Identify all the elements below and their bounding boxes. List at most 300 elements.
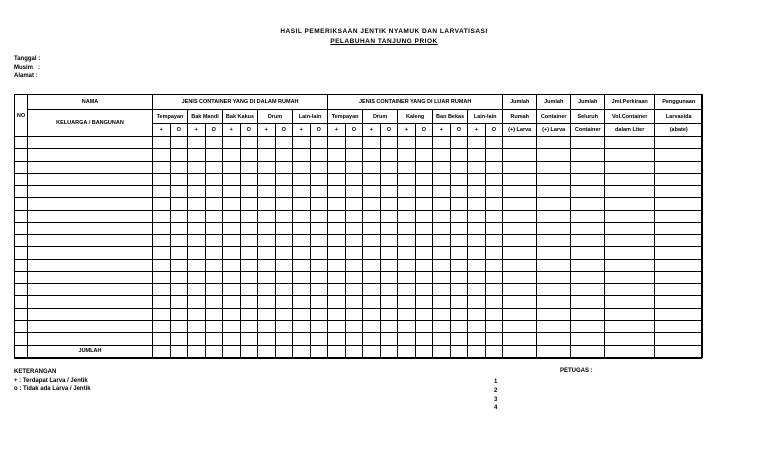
table-cell [28, 320, 153, 332]
table-cell [328, 320, 346, 332]
table-cell [223, 210, 241, 222]
table-cell [205, 198, 223, 210]
table-cell [153, 259, 171, 271]
table-cell [503, 210, 537, 222]
dalam-type-header: Bak Mandi [188, 110, 223, 124]
table-cell [537, 296, 571, 308]
table-cell [537, 210, 571, 222]
table-cell [415, 161, 433, 173]
table-cell [503, 222, 537, 234]
plus-header: + [328, 124, 346, 137]
table-cell [398, 320, 416, 332]
table-cell [15, 333, 28, 345]
table-cell [571, 222, 605, 234]
table-cell [485, 173, 503, 185]
table-cell [328, 235, 346, 247]
table-cell [433, 259, 451, 271]
extra-col-header: Larvasida [655, 110, 703, 124]
table-cell [398, 210, 416, 222]
table-cell [380, 186, 398, 198]
table-cell [345, 210, 363, 222]
table-cell [380, 345, 398, 357]
table-cell [433, 308, 451, 320]
table-cell [310, 235, 328, 247]
table-cell [275, 284, 293, 296]
extra-col-header: Vol.Container [605, 110, 655, 124]
table-cell [240, 271, 258, 283]
table-cell [363, 173, 381, 185]
luar-type-header: Kaleng [398, 110, 433, 124]
table-cell [15, 161, 28, 173]
table-cell [223, 259, 241, 271]
table-cell [503, 137, 537, 149]
table-cell [170, 137, 188, 149]
table-cell [537, 198, 571, 210]
table-cell [415, 259, 433, 271]
table-cell [310, 271, 328, 283]
table-cell [655, 247, 703, 259]
table-cell [258, 210, 276, 222]
table-cell [503, 308, 537, 320]
col-no-header: NO [15, 95, 28, 137]
table-cell [153, 284, 171, 296]
table-cell [188, 320, 206, 332]
luar-type-header: Drum [363, 110, 398, 124]
table-cell [15, 198, 28, 210]
table-cell [293, 345, 311, 357]
table-cell [153, 173, 171, 185]
plus-header: + [223, 124, 241, 137]
table-cell [15, 259, 28, 271]
table-row [15, 161, 703, 173]
table-cell [205, 210, 223, 222]
table-cell [240, 149, 258, 161]
table-cell [398, 149, 416, 161]
table-cell [468, 333, 486, 345]
table-cell [485, 210, 503, 222]
table-cell [28, 210, 153, 222]
table-cell [363, 333, 381, 345]
table-cell [433, 235, 451, 247]
table-cell [293, 247, 311, 259]
table-cell [468, 308, 486, 320]
table-cell [503, 198, 537, 210]
table-cell [485, 149, 503, 161]
table-cell [275, 345, 293, 357]
table-cell [605, 198, 655, 210]
table-cell [205, 308, 223, 320]
table-cell [468, 210, 486, 222]
table-cell [170, 247, 188, 259]
table-cell [571, 320, 605, 332]
table-cell [15, 186, 28, 198]
table-cell [328, 271, 346, 283]
plus-header: + [258, 124, 276, 137]
table-cell [485, 198, 503, 210]
table-cell [380, 296, 398, 308]
table-cell [188, 271, 206, 283]
table-cell [188, 333, 206, 345]
plus-header: + [398, 124, 416, 137]
table-cell [310, 222, 328, 234]
table-cell [275, 235, 293, 247]
table-cell [328, 198, 346, 210]
table-cell [398, 271, 416, 283]
table-cell [605, 345, 655, 357]
table-cell [153, 333, 171, 345]
table-cell [205, 247, 223, 259]
table-cell [205, 161, 223, 173]
table-cell [188, 345, 206, 357]
table-cell [293, 308, 311, 320]
table-cell [275, 137, 293, 149]
table-cell [188, 210, 206, 222]
table-cell [223, 235, 241, 247]
meta-musim: Musim : [14, 64, 41, 71]
table-cell [380, 333, 398, 345]
table-cell [188, 222, 206, 234]
table-cell [571, 284, 605, 296]
table-cell [605, 308, 655, 320]
table-cell [415, 210, 433, 222]
table-cell [415, 137, 433, 149]
table-cell [380, 320, 398, 332]
table-cell [503, 235, 537, 247]
table-cell [205, 333, 223, 345]
table-cell [605, 333, 655, 345]
petugas-numbers [494, 378, 497, 413]
table-cell [275, 247, 293, 259]
table-cell [537, 320, 571, 332]
table-cell [328, 137, 346, 149]
table-cell [398, 284, 416, 296]
table-cell [205, 259, 223, 271]
zero-header: O [485, 124, 503, 137]
document-title: HASIL PEMERIKSAAN JENTIK NYAMUK DAN LARVATISASI [280, 28, 488, 35]
total-row [15, 345, 703, 357]
table-cell [275, 198, 293, 210]
table-cell [258, 186, 276, 198]
table-cell [170, 271, 188, 283]
table-cell [258, 259, 276, 271]
table-cell [328, 284, 346, 296]
table-cell [28, 271, 153, 283]
luar-type-header: Ban Bekas [433, 110, 468, 124]
table-cell [398, 222, 416, 234]
table-row [15, 320, 703, 332]
petugas-number: 3 [494, 396, 498, 403]
table-cell [345, 173, 363, 185]
table-cell [328, 173, 346, 185]
table-cell [433, 333, 451, 345]
table-cell [28, 308, 153, 320]
col-nama-subheader: KELUARGA / BANGUNAN [28, 110, 153, 137]
table-cell [655, 345, 703, 357]
table-cell [170, 284, 188, 296]
table-cell [655, 296, 703, 308]
table-cell [363, 345, 381, 357]
table-cell [223, 198, 241, 210]
table-cell [503, 333, 537, 345]
plus-header: + [188, 124, 206, 137]
extra-col-header: Jml.Perkiraan [605, 95, 655, 110]
luar-type-header: Lain-lain [468, 110, 503, 124]
table-row [15, 271, 703, 283]
table-cell [450, 161, 468, 173]
table-cell [310, 173, 328, 185]
table-cell [28, 222, 153, 234]
table-cell [170, 186, 188, 198]
table-cell [415, 186, 433, 198]
table-cell [275, 222, 293, 234]
table-cell [450, 198, 468, 210]
table-cell [188, 137, 206, 149]
table-cell [293, 173, 311, 185]
table-cell [223, 333, 241, 345]
table-cell [571, 235, 605, 247]
notes-heading: KETERANGAN [14, 369, 57, 375]
table-cell [571, 173, 605, 185]
table-cell [293, 198, 311, 210]
table-cell [537, 235, 571, 247]
table-cell [15, 235, 28, 247]
table-cell [28, 284, 153, 296]
plus-header: + [433, 124, 451, 137]
table-cell [170, 345, 188, 357]
luar-type-header: Tempayan [328, 110, 363, 124]
table-cell [223, 247, 241, 259]
table-cell [153, 198, 171, 210]
table-cell [328, 222, 346, 234]
table-cell [188, 284, 206, 296]
petugas-number: 2 [494, 387, 498, 394]
table-cell [537, 186, 571, 198]
table-cell [503, 284, 537, 296]
table-row [15, 149, 703, 161]
table-row [15, 186, 703, 198]
table-cell [468, 161, 486, 173]
table-cell [205, 296, 223, 308]
table-cell [310, 308, 328, 320]
dalam-type-header: Drum [258, 110, 293, 124]
table-cell [433, 149, 451, 161]
table-cell [258, 345, 276, 357]
table-cell [571, 186, 605, 198]
table-cell [275, 173, 293, 185]
table-cell [450, 284, 468, 296]
document-subtitle: PELABUHAN TANJUNG PRIOK [330, 38, 438, 45]
table-cell [345, 198, 363, 210]
zero-header: O [205, 124, 223, 137]
inspection-table [14, 94, 703, 358]
group-dalam-header: JENIS CONTAINER YANG DI DALAM RUMAH [153, 95, 328, 110]
table-cell [571, 333, 605, 345]
table-cell [450, 149, 468, 161]
table-cell [15, 210, 28, 222]
table-cell [503, 173, 537, 185]
table-cell [153, 210, 171, 222]
table-cell [328, 296, 346, 308]
table-cell [433, 173, 451, 185]
table-cell [571, 137, 605, 149]
table-cell [537, 222, 571, 234]
table-cell [188, 161, 206, 173]
zero-header: O [380, 124, 398, 137]
table-cell [398, 308, 416, 320]
table-cell [153, 247, 171, 259]
table-cell [188, 247, 206, 259]
table-cell [655, 235, 703, 247]
table-cell [450, 345, 468, 357]
table-cell [571, 271, 605, 283]
table-cell [328, 308, 346, 320]
extra-col-header: Rumah [503, 110, 537, 124]
table-cell [655, 284, 703, 296]
table-row [15, 222, 703, 234]
table-cell [537, 173, 571, 185]
table-cell [345, 247, 363, 259]
table-cell [275, 308, 293, 320]
table-cell [170, 198, 188, 210]
table-cell [205, 271, 223, 283]
table-cell [310, 198, 328, 210]
table-cell [153, 296, 171, 308]
table-cell [485, 247, 503, 259]
table-cell [240, 161, 258, 173]
table-cell [258, 173, 276, 185]
table-cell [223, 345, 241, 357]
table-cell [485, 271, 503, 283]
table-cell [468, 186, 486, 198]
zero-header: O [310, 124, 328, 137]
table-cell [655, 173, 703, 185]
table-cell [275, 186, 293, 198]
table-cell [605, 235, 655, 247]
table-row [15, 259, 703, 271]
note-item: o : Tidak ada Larva / Jentik [14, 386, 91, 392]
table-cell [655, 186, 703, 198]
table-cell [450, 333, 468, 345]
table-cell [398, 259, 416, 271]
table-cell [380, 173, 398, 185]
table-cell [170, 333, 188, 345]
table-cell [223, 296, 241, 308]
table-cell [398, 137, 416, 149]
table-cell [571, 296, 605, 308]
table-cell [415, 308, 433, 320]
table-cell [485, 308, 503, 320]
table-cell [433, 161, 451, 173]
table-cell [15, 308, 28, 320]
table-cell [328, 186, 346, 198]
table-cell [293, 296, 311, 308]
table-cell [170, 210, 188, 222]
table-cell [28, 235, 153, 247]
table-cell [328, 247, 346, 259]
table-cell [363, 284, 381, 296]
petugas-number: 4 [494, 405, 498, 412]
plus-header: + [293, 124, 311, 137]
zero-header: O [275, 124, 293, 137]
table-cell [188, 259, 206, 271]
plus-header: + [468, 124, 486, 137]
zero-header: O [170, 124, 188, 137]
table-cell [205, 222, 223, 234]
petugas-label: PETUGAS : [560, 368, 593, 374]
table-cell [188, 308, 206, 320]
table-cell [415, 320, 433, 332]
table-cell [655, 210, 703, 222]
table-cell [28, 161, 153, 173]
table-cell [328, 333, 346, 345]
table-cell [205, 235, 223, 247]
table-row [15, 333, 703, 345]
table-cell [468, 149, 486, 161]
table-cell [258, 161, 276, 173]
table-cell [223, 161, 241, 173]
table-cell [328, 210, 346, 222]
zero-header: O [450, 124, 468, 137]
table-cell [655, 149, 703, 161]
table-cell [153, 320, 171, 332]
table-cell [485, 161, 503, 173]
table-cell [345, 259, 363, 271]
table-cell [345, 222, 363, 234]
table-cell [258, 198, 276, 210]
table-cell [153, 235, 171, 247]
table-cell [433, 345, 451, 357]
table-cell [398, 173, 416, 185]
table-cell [15, 173, 28, 185]
table-cell [258, 149, 276, 161]
table-cell [485, 345, 503, 357]
table-cell [293, 149, 311, 161]
table-cell [363, 259, 381, 271]
table-cell [328, 259, 346, 271]
table-cell [275, 271, 293, 283]
table-cell [450, 308, 468, 320]
table-cell [258, 333, 276, 345]
table-cell [28, 198, 153, 210]
table-cell [433, 210, 451, 222]
table-cell [15, 222, 28, 234]
table-cell [503, 149, 537, 161]
table-cell [537, 271, 571, 283]
table-cell [398, 247, 416, 259]
table-cell [345, 333, 363, 345]
table-cell [380, 149, 398, 161]
table-cell [398, 161, 416, 173]
table-cell [433, 296, 451, 308]
table-cell [363, 186, 381, 198]
note-item: + : Terdapat Larva / Jentik [14, 377, 88, 384]
table-cell [363, 296, 381, 308]
meta-alamat: Alamat : [14, 73, 38, 79]
dalam-type-header: Tempayan [153, 110, 188, 124]
table-cell [240, 173, 258, 185]
table-cell [363, 247, 381, 259]
table-cell [310, 333, 328, 345]
extra-col-header: Seluruh [571, 110, 605, 124]
table-cell [170, 222, 188, 234]
table-cell [310, 345, 328, 357]
table-row [15, 198, 703, 210]
table-cell [170, 161, 188, 173]
table-cell [503, 259, 537, 271]
table-cell [415, 296, 433, 308]
table-cell [223, 308, 241, 320]
table-cell [503, 247, 537, 259]
